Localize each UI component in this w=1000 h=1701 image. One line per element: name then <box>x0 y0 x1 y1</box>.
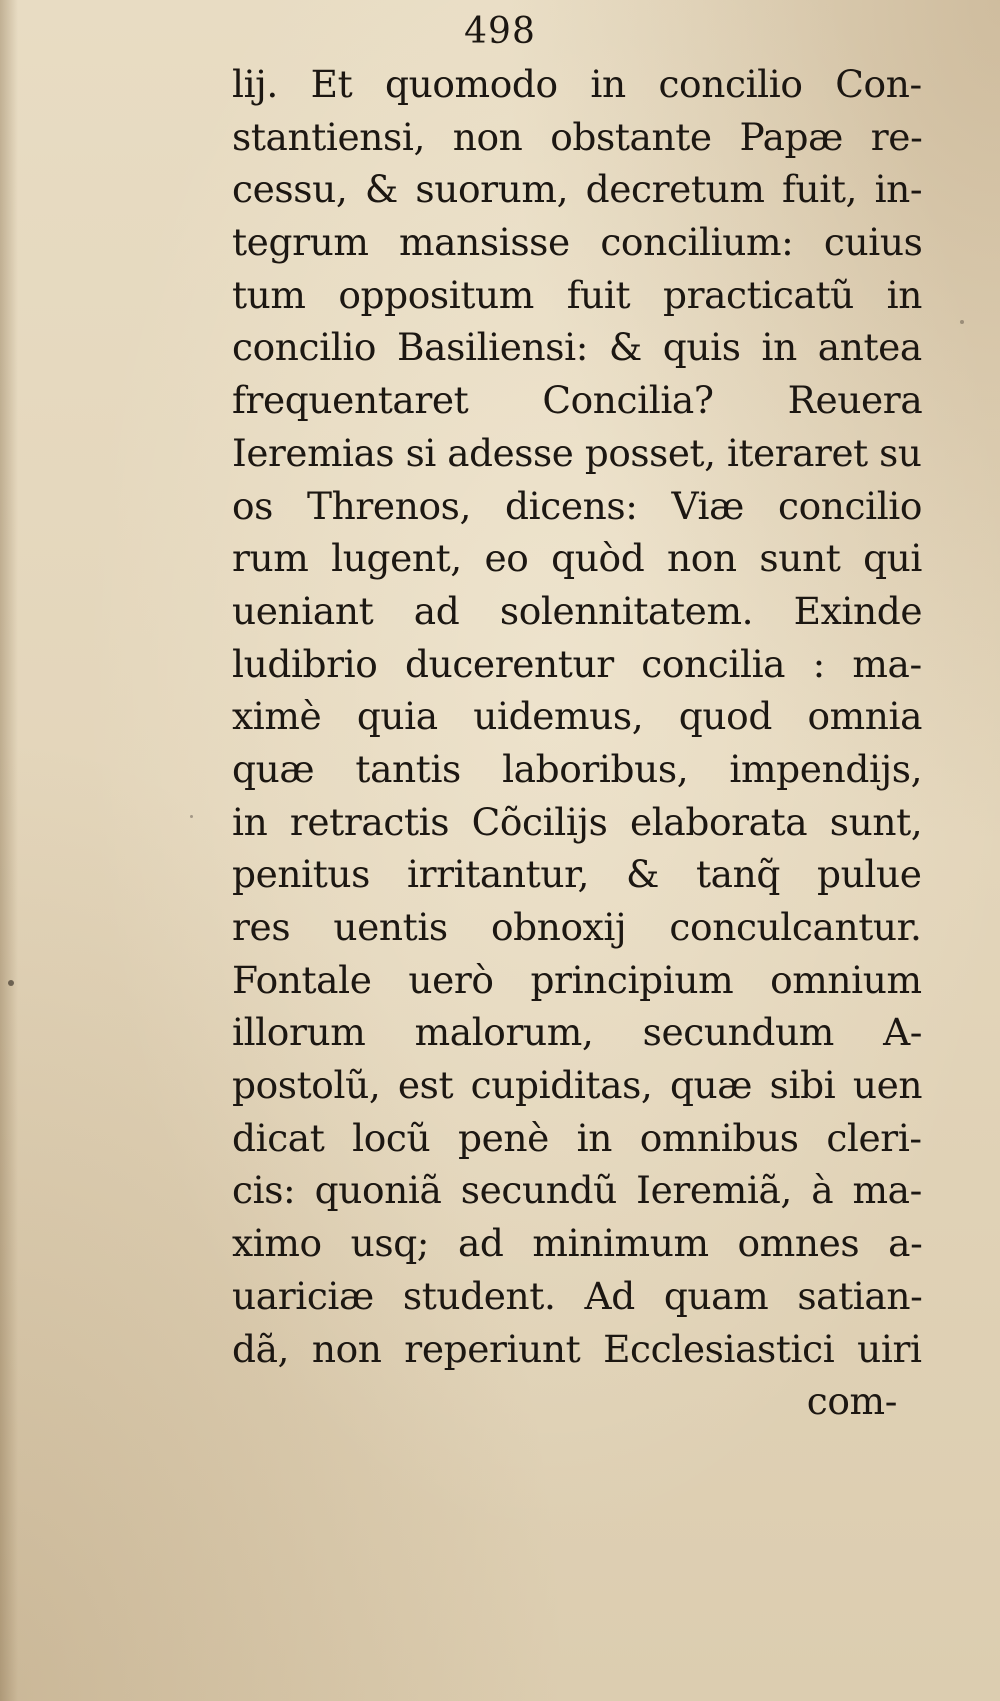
ink-speck <box>960 320 964 324</box>
body-text <box>232 58 922 1428</box>
text-line: penitus irritantur, & tanq̃ pulue <box>232 852 922 897</box>
catchword: com- <box>806 1379 897 1424</box>
text-line: ximo usq; ad minimum omnes a- <box>232 1221 922 1266</box>
text-line: uariciæ student. Ad quam satian- <box>232 1273 922 1318</box>
page-left-shadow <box>0 0 18 1701</box>
text-line: cis: quoniã secundũ Ieremiã, à ma- <box>232 1168 922 1213</box>
text-line: tum oppositum fuit practicatũ in <box>232 272 922 317</box>
text-line: quæ tantis laboribus, impendijs, <box>232 746 922 791</box>
text-line: ximè quia uidemus, quod omnia <box>232 694 922 739</box>
text-line: in retractis Cõcilijs elaborata sunt, <box>232 799 922 844</box>
text-line: dã, non reperiunt Ecclesiastici uiri <box>232 1326 922 1371</box>
text-line: Ieremias si adesse posset, iteraret su <box>232 430 922 475</box>
ink-speck <box>8 980 14 986</box>
text-line: Fontale uerò principium omnium <box>232 957 922 1002</box>
text-line: res uentis obnoxij conculcantur. <box>232 905 922 949</box>
ink-speck <box>190 815 193 818</box>
text-line: ueniant ad solennitatem. Exinde <box>232 588 922 633</box>
text-line: tegrum mansisse concilium: cuius <box>232 220 922 265</box>
text-line: rum lugent, eo quòd non sunt qui <box>232 536 922 581</box>
text-line: postolũ, est cupiditas, quæ sibi uen <box>232 1063 922 1108</box>
text-line: concilio Basiliensi: & quis in antea <box>232 325 922 370</box>
text-line: lij. Et quomodo in concilio Con- <box>232 62 922 106</box>
text-line: stantiensi, non obstante Papæ re- <box>232 114 922 159</box>
text-line: ludibrio ducerentur concilia : ma- <box>232 641 922 686</box>
text-line: dicat locũ penè in omnibus cleri- <box>232 1115 922 1160</box>
text-line: illorum malorum, secundum A- <box>232 1010 922 1055</box>
text-line: cessu, & suorum, decretum fuit, in- <box>232 167 922 212</box>
text-line: os Threnos, dicens: Viæ concilio <box>232 483 922 528</box>
page-number: 498 <box>464 11 536 52</box>
text-line: frequentaret Concilia? Reuera <box>232 378 922 423</box>
